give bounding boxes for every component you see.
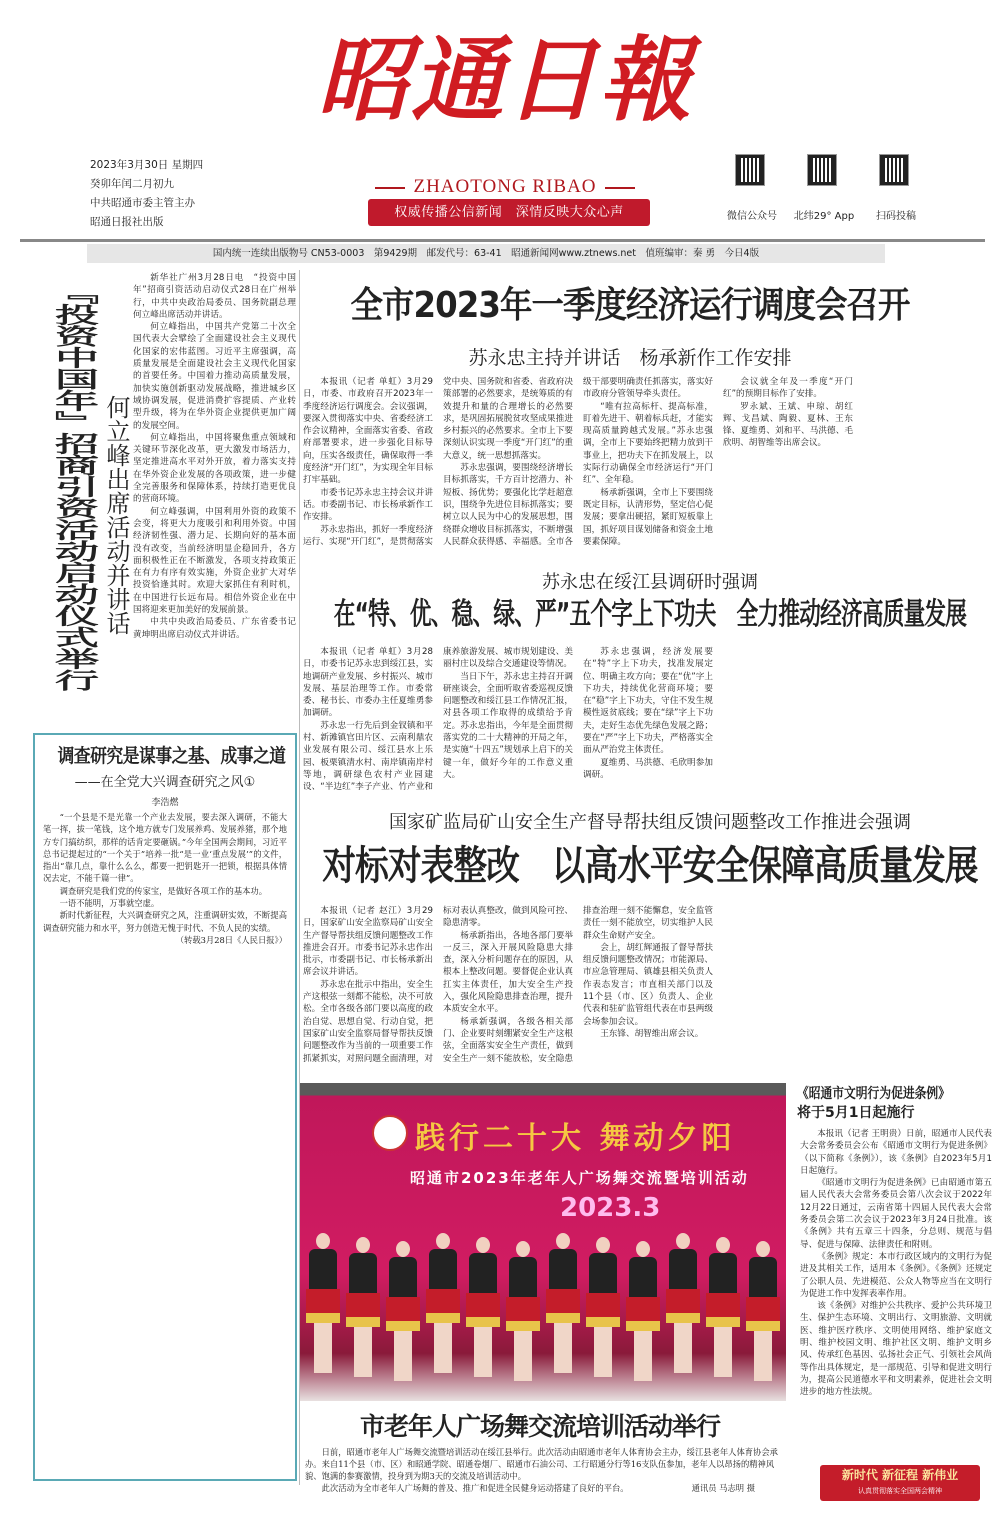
paragraph: 调查研究是我们党的传家宝，是做好各项工作的基本功。 — [59, 885, 268, 896]
sidebar-headline — [797, 1085, 997, 1123]
commentary-subhead: ——在全党大兴调查研究之风① — [74, 775, 256, 790]
paragraph: 苏永忠在批示中指出，安全生产这根弦一刻都不能松，决不可放松。全市各级各部门要以高度的政治自觉、思想自觉、行动自觉，把国家矿山安全监察局督导帮扶反馈问题整改作为当前的一项重要工作抓紧抓实，对照问题全面清理，对标对表认真整改，做到风险可控、隐患清零。 — [303, 906, 573, 1064]
lead-subhead: 何立峰出席活动并讲话 — [102, 395, 130, 635]
paragraph: 《条例》规定：本市行政区域内的文明行为促进及其相关工作，适用本《条例》。《条例》还规定了公职人员、先进模范、公众人物等应当在文明行为促进工作中发挥表率作用。 — [800, 1251, 992, 1299]
sidebar-body — [800, 1128, 992, 1453]
lunar-date: 癸卯年闰二月初九 — [90, 178, 174, 190]
paragraph: 杨承新强调，各级各相关部门、企业要时刻绷紧安全生产这根弦，全面落实安全生产责任，做到安全生产一刻不能放松，安全隐患排查治理一刻不能懈怠，安全监管责任一刻不能放空，切实维护人民群众生命财产安全。 — [443, 906, 713, 1064]
masthead-divider — [20, 239, 985, 242]
paragraph: “一个县是不是光靠一个产业去发展，要去深入调研，不能大笔一挥，拔一笔钱，这个地方就专门发展养鸡、发展养猪，那个地方专门搞纺织，那样的话肯定要砸锅。”今年全国两会期间，习近平总书记提起过的“一个关于”培养一批“是一业‘重点发展’”的文件，指出“靠几点，靠什么么么，都要一把钥匙开一把锁，根据具体情况去定，不能千篇一律”。 — [43, 812, 287, 884]
sidebar-headline-line: 《昭通市文明行为促进条例》 — [797, 1086, 950, 1102]
issue-date: 2023年3月30日 星期四 — [90, 159, 204, 171]
commentary-headline: 调查研究是谋事之基、成事之道 — [57, 745, 286, 767]
dancer-figure — [588, 1237, 618, 1387]
photo-credit: 通讯员 马志明 摄 — [691, 1483, 755, 1493]
dancer-figure — [708, 1237, 738, 1387]
qr-code-icon[interactable] — [736, 155, 764, 185]
paragraph: 会上，胡红辉通报了督导帮扶组反馈问题整改情况；市能源局、市应急管理局、镇雄县相关负责人作表态发言；市直相关部门以及11个县（市、区）负责人、企业代表和驻矿监管组代表在市县两级会场参加会议。 — [583, 942, 713, 1027]
paragraph: 杨承新指出，各地各部门要举一反三，深入开展风险隐患大排查，深入分析问题存在的原因，从根本上整改问题。要督促企业认真扛实主体责任，加大安全生产投入，强化风险隐患排查治理，提升本质安全水平。 — [443, 930, 573, 1015]
dancer-figure — [348, 1237, 378, 1387]
paragraph: “唯有拉高标杆、提高标准，盯着先进干、朝着标兵赶，才能实现高质量跨越式发展。”苏永忠强调，全市上下要始终把精力放到干事业上，把功夫下在抓发展上，以实际行动确保全市经济运行“开门红”、全年稳。 — [583, 401, 713, 486]
article3-headline: 对标对表整改 以高水平安全保障高质量发展 — [322, 843, 978, 889]
dancer-figure — [428, 1233, 458, 1383]
paragraph: 该《条例》对维护公共秩序、爱护公共环境卫生、保护生态环境、文明出行、文明旅游、文明就医、维护医疗秩序、文明使用网络、维护家庭文明、维护校园文明、维护社区文明、维护文明乡风、传承红色基因、弘扬社会正气、引领社会风尚等作出具体规定，是一部规范、引导和促进文明行为，提高公民道德水平和文明素养，促进社会文明进步的地方性法规。 — [800, 1301, 992, 1398]
sponsor: 中共昭通市委主管主办 — [90, 197, 195, 209]
dancer-figure — [508, 1241, 538, 1391]
lead-headline: 『投资中国年』招商引资活动启动仪式举行 — [47, 282, 98, 691]
commentary-body — [43, 811, 287, 1451]
dancer-figure — [748, 1241, 778, 1391]
paragraph: 本报讯（记者 单虹）3月29日，市委、市政府召开2023年一季度经济运行调度会。会议强调，要深入贯彻落实中央、省委经济工作会议精神，全面落实省委、省政府部署要求，进一步强化目标导向，压实各级责任，确保取得一季度经济“开门红”，为实现全年目标打牢基础。 — [303, 377, 433, 486]
article2-body — [303, 646, 993, 796]
paragraph: 苏永忠强调，要围绕经济增长目标抓落实，千方百计挖潜力、补短板、扬优势；要强化比学赶超意识，围绕争先进位目标抓落实；要树立以人民为中心的发展思想，围绕群众增收目标抓落实，不断增强人民群众获得感、幸福感。全市各级干部要明确责任抓落实，落实好市政府分管领导牵头责任。 — [443, 377, 713, 547]
article2-kicker: 苏永忠在绥江县调研时强调 — [542, 572, 758, 593]
news-photo — [300, 1083, 786, 1401]
paragraph: 一语不能明，万事就空虚。 — [59, 898, 160, 909]
paragraph: 当日下午，苏永忠主持召开调研座谈会，全面听取省委巡视反馈问题整改和绥江县工作情况汇报，对县各项工作取得的成绩给予肯定。苏永忠指出，今年是全面贯彻落实党的二十大精神的开局之年，是实施“十四五”规划承上启下的关键一年，做好今年的工作意义重大。 — [443, 671, 573, 780]
dancer-figure — [308, 1233, 338, 1383]
article2-headline: 在“特、优、稳、绿、严”五个字上下功夫 全力推动经济高质量发展 — [333, 597, 967, 632]
paragraph: 《昭通市文明行为促进条例》已由昭通市第五届人民代表大会常务委员会第八次会议于2022年12月22日通过，云南省第十四届人民代表大会常务委员会第二次会议于2023年3月24日批准。该《条例》共有五章三十四条，分总则、规范与倡导、促进与保障、法律责任和附则。 — [800, 1178, 992, 1250]
commentary-author: 李浩燃 — [151, 798, 179, 808]
photo-headline: 市老年人广场舞交流培训活动举行 — [359, 1412, 720, 1441]
paragraph: 何立峰指出，中国将聚焦重点领域和关键环节深化改革，更大激发市场活力，坚定推进高水平对外开放，着力落实支持在华外资企业发展的各项政策，进一步健全完善服务和保障体系，持续打造更优良的营商环境。 — [133, 432, 296, 505]
dancer-figure — [548, 1233, 578, 1383]
paragraph: 会议就全年及一季度“开门红”的预期目标作了安排。 — [723, 377, 853, 400]
paragraph: 何立峰强调，中国利用外资的政策不会变，将更大力度吸引和利用外资。中国经济韧性强、潜力足、长期向好的基本面没有改变，当前经济明显企稳回升，各方面积极性正在不断激发，各项支持政策正在有力有序有效实施，外资企业扩大对华投资恰逢其时。欢迎大家抓住有利时机，在中国进行长远布局。相信外资企业在中国将迎来更加美好的发展前景。 — [133, 506, 296, 616]
paragraph: 本报讯（记者 赵江）3月29日，国家矿山安全监察局矿山安全生产督导帮扶组反馈问题整改工作推进会召开。市委书记苏永忠作出批示，市委副书记、市长杨承新出席会议并讲话。 — [303, 906, 433, 978]
issue-info — [90, 156, 203, 232]
dancer-figure — [628, 1241, 658, 1391]
slogan-banner: 权威传播公信新闻 深情反映大众心声 — [368, 199, 650, 226]
qr-label: 微信公众号 — [727, 211, 777, 222]
paragraph: 夏维勇、马洪德、毛欣明参加调研。 — [583, 757, 713, 780]
paragraph: 罗永斌、王斌、申琼、胡红辉、戈昌斌、陶毅、夏林、王东锋、夏维勇、刘和平、马洪德、毛欣明、胡智维等出席会议。 — [723, 401, 853, 449]
lead-body — [133, 272, 296, 712]
photo-caption — [305, 1446, 785, 1516]
masthead-pinyin: ZHAOTONG RIBAO — [340, 176, 670, 198]
sidebar-headline-line: 将于5月1日起施行 — [797, 1105, 915, 1121]
paragraph: 何立峰指出，中国共产党第二十次全国代表大会擘绘了全面建设社会主义现代化国家的宏伟蓝图。习近平主席强调，高质量发展是全面建设社会主义现代化国家的首要任务。中国着力推动高质量发展，加快实施创新驱动发展战略，推进城乡区域协调发展，促进消费扩容提质、产业转型升级，将为在华外资企业提供更加广阔的发展空间。 — [133, 322, 296, 431]
paragraph: 新华社广州3月28日电 “投资中国年”招商引资活动启动仪式28日在广州举行，中共中央政治局委员、国务院副总理何立峰出席活动并讲话。 — [133, 273, 296, 320]
dancer-figure — [388, 1241, 418, 1391]
article1-subhead: 苏永忠主持并讲话 杨承新作工作安排 — [468, 347, 792, 369]
paragraph: 本报讯（记者 王明贵）日前，昭通市人民代表大会常务委员会公布《昭通市文明行为促进条例》（以下简称《条例》），该《条例》自2023年5月1日起施行。 — [800, 1129, 992, 1176]
paragraph: 苏永忠强调，经济发展要在“特”字上下功夫，找准发展定位、明确主攻方向；要在“优”字上下功夫，持续优化营商环境；要在“稳”字上下功夫，守住不发生规模性返贫底线；要在“绿”字上下功夫，走好生态优先绿色发展之路；要在“严”字上下功夫，严格落实全面从严治党主体责任。 — [583, 647, 713, 756]
badge-title: 新时代 新征程 新伟业 — [841, 1468, 959, 1482]
publication-info-bar: 国内统一连续出版物号 CN53-0003 第9429期 邮发代号：63-41 昭通新闻网www.ztnews.net 值班编审：秦 勇 今日4版 — [87, 244, 885, 263]
article1-headline: 全市2023年一季度经济运行调度会召开 — [350, 285, 910, 326]
paragraph: 市委书记苏永忠主持会议并讲话。市委副书记、市长杨承新作工作安排。 — [303, 487, 433, 523]
photo-banner-date: 2023.3 — [560, 1193, 661, 1223]
commentary-box — [33, 733, 297, 1481]
commentary-source: （转载3月28日《人民日报》） — [175, 934, 287, 945]
article3-kicker: 国家矿监局矿山安全生产督导帮扶组反馈问题整改工作推进会强调 — [389, 812, 911, 833]
paragraph: 日前，昭通市老年人广场舞交流暨培训活动在绥江县举行。此次活动由昭通市老年人体育协会主办，绥江县老年人体育协会承办。来自11个县（市、区）和昭通学院、昭通卷烟厂、昭通市石油公司、工行昭通分行等16支队伍参加，老年人以昂扬的精神风貌、饱满的参赛激情，投身到为期3天的交流及培训活动中。 — [305, 1447, 778, 1481]
dancer-figure — [668, 1233, 698, 1383]
qr-code-icon[interactable] — [808, 155, 836, 185]
paragraph: 苏永忠一行先后到金钗镇和平村、新滩镇官田片区、云南利鼎农业发展有限公司、绥江县水上乐园、板栗镇清水村、南岸镇南岸村等地，调研绿色农村产业园建设、“半边红”李子产业、竹产业和康养旅游发展、城市规划建设、美丽村庄以及综合交通建设等情况。 — [303, 647, 573, 793]
paragraph: 本报讯（记者 单虹）3月28日，市委书记苏永忠到绥江县，实地调研产业发展、乡村振兴、城市发展、基层治理等工作。市委常委、秘书长、市委办主任夏维勇参加调研。 — [303, 647, 433, 719]
paragraph: 中共中央政治局委员、广东省委书记黄坤明出席启动仪式并讲话。 — [133, 617, 296, 640]
publisher: 昭通日报社出版 — [90, 216, 164, 228]
qr-label: 扫码投稿 — [876, 211, 916, 222]
paragraph: 苏永忠指出，抓好一季度经济运行、实现“开门红”，是贯彻落实党中央、国务院和省委、省政府决策部署的必然要求，是统筹质的有效提升和量的合理增长的必然要求，是巩固拓展脱贫攻坚成果推进乡村振兴的必然要求。全市上下要深刻认识实现一季度“开门红”的重大意义，统一思想抓落实。 — [303, 377, 573, 547]
article1-body — [303, 376, 993, 554]
paragraph: 新时代新征程，大兴调查研究之风，注重调研实效，不断提高调查研究能力和水平，努力创造无愧于时代、不负人民的实绩。 — [43, 910, 287, 933]
qr-label: 北纬29° App — [793, 211, 855, 222]
paragraph: 此次活动为全市老年人广场舞的普及、推广和促进全民健身运动搭建了良好的平台。 — [321, 1483, 629, 1493]
masthead-logo: 昭通日報 — [316, 26, 693, 134]
paragraph: 杨承新强调，全市上下要围绕既定目标，认清形势，坚定信心促发展；要拿出硬招，紧盯短板靠上国，抓好项目谋划储备和资金土地要素保障。 — [583, 487, 713, 547]
photo-banner-title: 昭通市2023年老年人广场舞交流暨培训活动 — [410, 1169, 749, 1187]
badge-subtitle: 认真贯彻落实全国两会精神 — [858, 1487, 942, 1495]
paragraph: 王东锋、胡智维出席会议。 — [600, 1028, 704, 1039]
dancer-figure — [468, 1237, 498, 1387]
article3-body — [303, 905, 993, 1065]
campaign-badge — [820, 1465, 980, 1501]
qr-code-icon[interactable] — [880, 155, 908, 185]
photo-banner-slogan: 践行二十大 舞动夕阳 — [415, 1121, 736, 1156]
